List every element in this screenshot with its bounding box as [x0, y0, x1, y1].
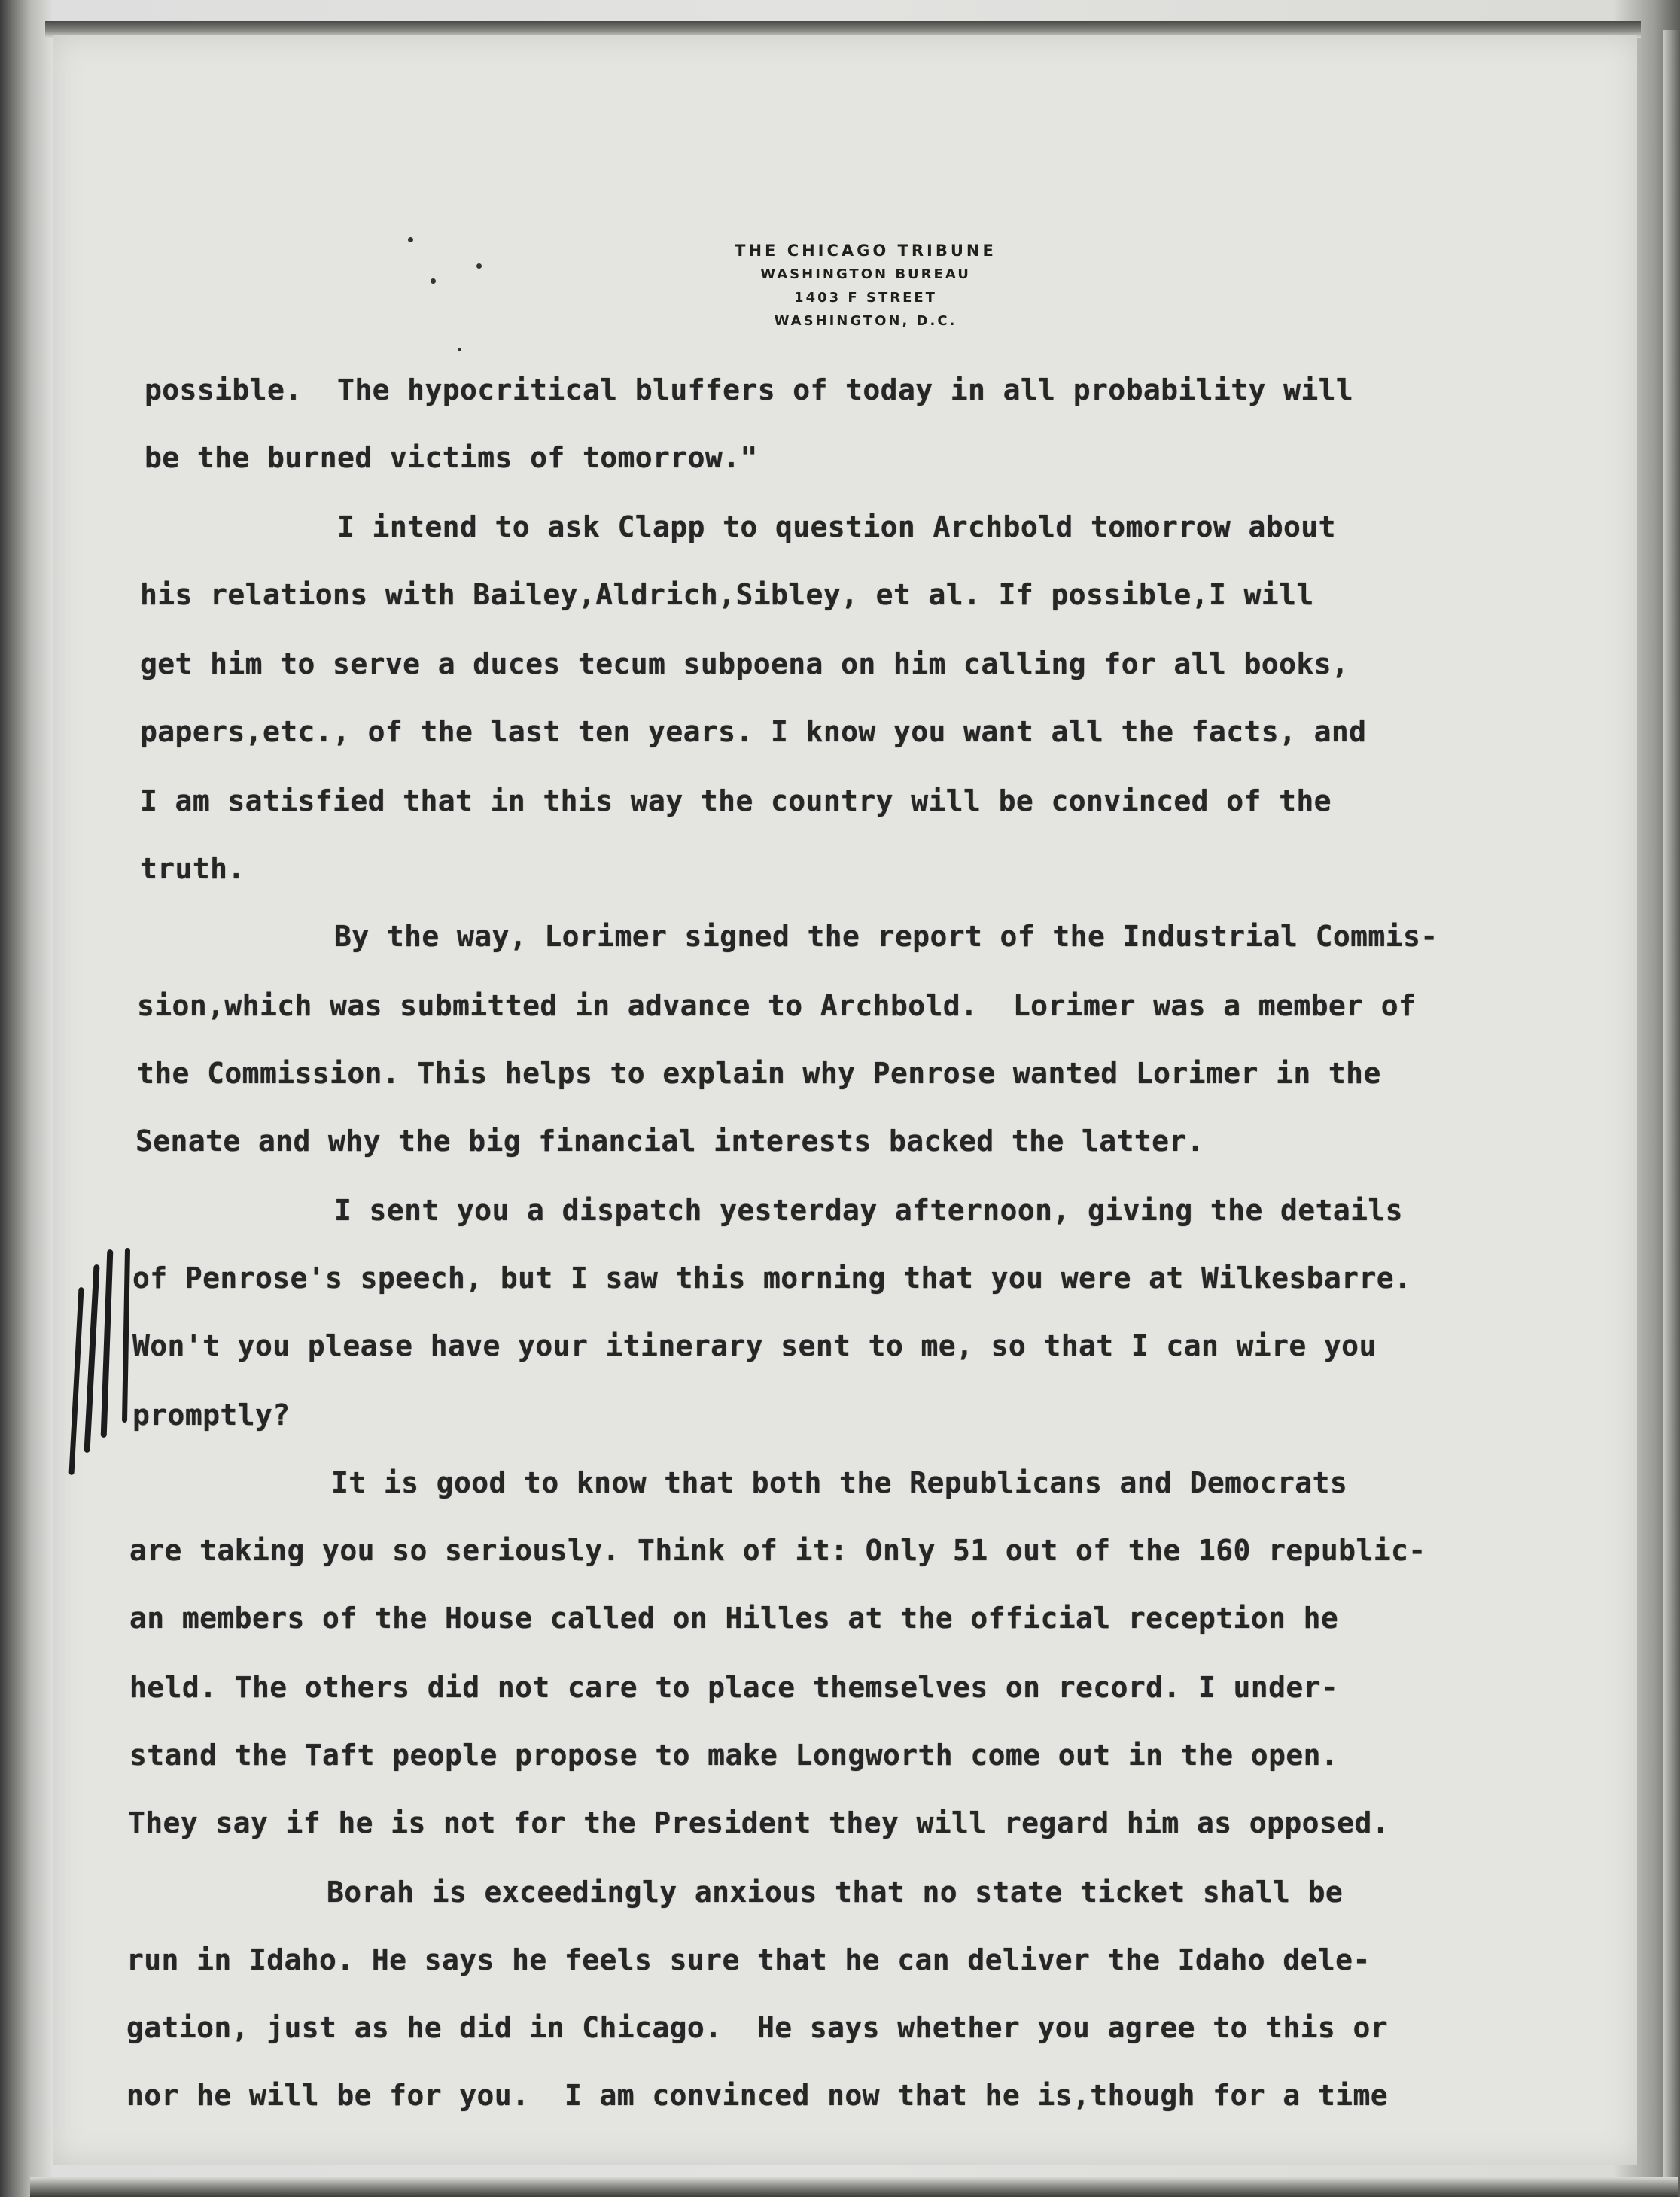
text-line: Borah is exceedingly anxious that no state ticket shall be: [327, 1876, 1344, 1909]
ink-speck: [458, 348, 461, 351]
text-line: I sent you a dispatch yesterday afternoon, giving the details: [334, 1194, 1403, 1227]
scan-right-edge: [1663, 30, 1680, 2183]
text-line: an members of the House called on Hilles at the official reception he: [129, 1602, 1339, 1635]
text-line: get him to serve a duces tecum subpoena on him calling for all books,: [140, 647, 1350, 680]
text-line: be the burned victims of tomorrow.": [145, 441, 758, 474]
text-line: By the way, Lorimer signed the report of the Industrial Commis-: [334, 920, 1438, 953]
text-line: promptly?: [132, 1398, 291, 1432]
margin-mark: [84, 1264, 99, 1453]
text-line: They say if he is not for the President they will regard him as opposed.: [128, 1806, 1390, 1839]
text-line: papers,etc., of the last ten years. I know you want all the facts, and: [140, 715, 1367, 748]
text-line: truth.: [140, 852, 245, 885]
scan-bottom-edge: [30, 2177, 1678, 2197]
margin-mark: [101, 1249, 114, 1438]
letterhead-city: WASHINGTON, D.C.: [774, 313, 957, 329]
text-line: stand the Taft people propose to make Longworth come out in the open.: [129, 1739, 1339, 1772]
text-line: gation, just as he did in Chicago. He says whether you agree to this or: [126, 2011, 1389, 2044]
letterhead-street: 1403 F STREET: [794, 290, 937, 306]
text-line: Senate and why the big financial interests backed the latter.: [135, 1124, 1204, 1158]
text-line: his relations with Bailey,Aldrich,Sibley, et al. If possible,I will: [140, 578, 1314, 611]
ink-speck: [476, 263, 482, 269]
text-line: Won't you please have your itinerary sent to me, so that I can wire you: [132, 1329, 1377, 1362]
text-line: I am satisfied that in this way the country will be convinced of the: [140, 784, 1332, 817]
text-line: nor he will be for you. I am convinced now that he is,though for a time: [126, 2079, 1389, 2112]
text-line: It is good to know that both the Republicans and Democrats: [331, 1466, 1348, 1499]
text-line: of Penrose's speech, but I saw this morning that you were at Wilkesbarre.: [132, 1261, 1412, 1295]
letterhead-name: THE CHICAGO TRIBUNE: [735, 242, 997, 260]
margin-marks: [69, 1242, 137, 1483]
ink-speck: [408, 237, 413, 242]
text-line: I intend to ask Clapp to question Archbold tomorrow about: [337, 510, 1336, 543]
ink-speck: [431, 278, 436, 284]
letterhead: [617, 239, 1114, 333]
text-line: possible. The hypocritical bluffers of today in all probability will: [145, 373, 1354, 406]
text-line: are taking you so seriously. Think of it: Only 51 out of the 160 republic-: [129, 1534, 1426, 1567]
text-line: sion,which was submitted in advance to Archbold. Lorimer was a member of: [137, 989, 1417, 1022]
text-line: run in Idaho. He says he feels sure that he can deliver the Idaho dele-: [126, 1943, 1371, 1976]
text-line: the Commission. This helps to explain why Penrose wanted Lorimer in the: [137, 1057, 1381, 1090]
margin-mark: [68, 1287, 84, 1475]
margin-mark: [122, 1248, 130, 1423]
letterhead-bureau: WASHINGTON BUREAU: [760, 266, 971, 282]
letter-page: [53, 35, 1637, 2165]
text-line: held. The others did not care to place themselves on record. I under-: [129, 1671, 1339, 1704]
